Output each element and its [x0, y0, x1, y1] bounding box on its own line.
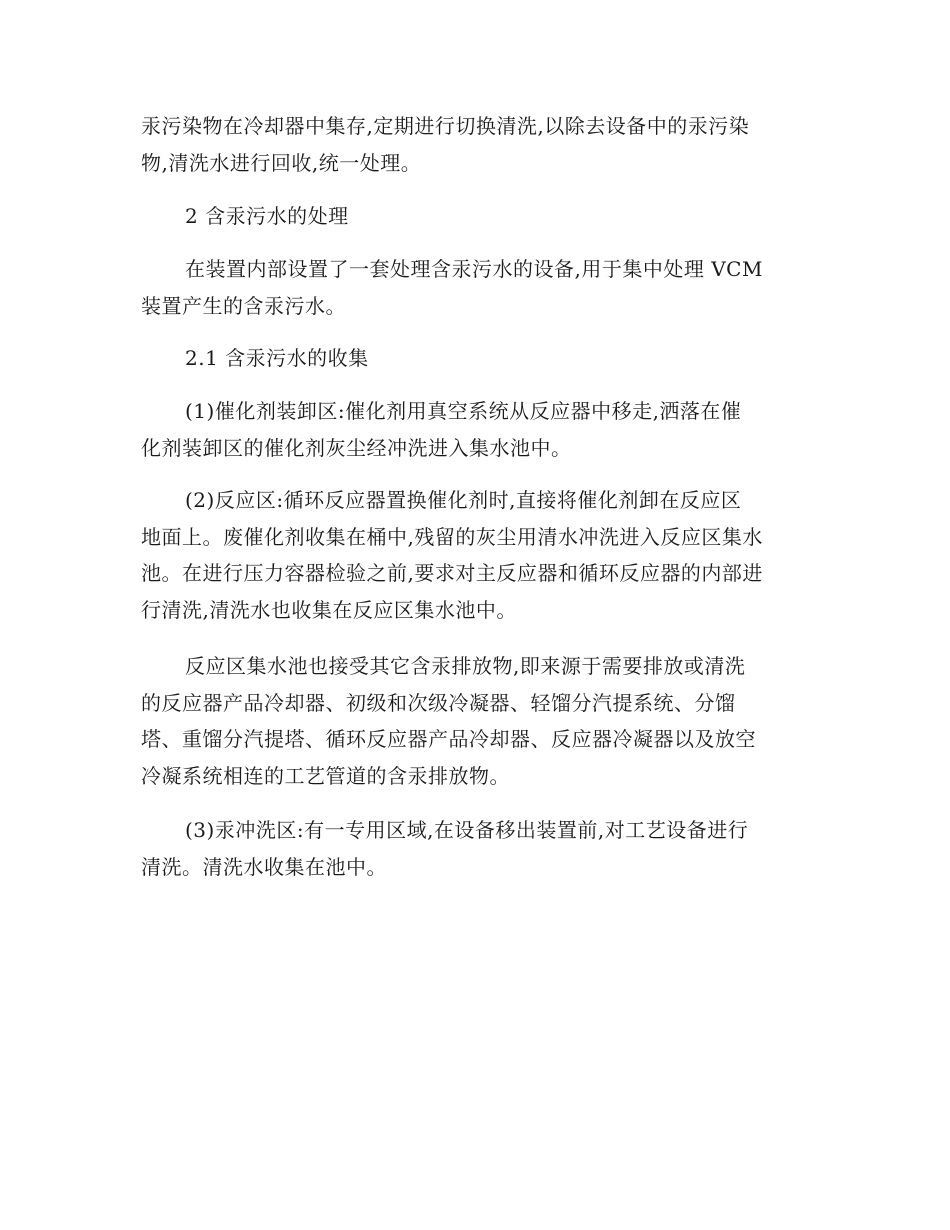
text-line: 化剂装卸区的催化剂灰尘经冲洗进入集水池中。 [141, 435, 572, 460]
text-line: 在装置内部设置了一套处理含汞污水的设备,用于集中处理 VCM [185, 257, 763, 281]
text-line: 反应区集水池也接受其它含汞排放物,即来源于需要排放或清洗 [185, 654, 746, 678]
paragraph-device [141, 251, 809, 324]
heading-text: 2.1 含汞污水的收集 [185, 346, 369, 370]
text-line: 物,清洗水进行回收,统一处理。 [141, 150, 422, 175]
paragraph-item-1 [141, 393, 809, 466]
text-line: (1)催化剂装卸区:催化剂用真空系统从反应器中移走,洒落在催 [185, 399, 742, 423]
heading-text: 2 含汞污水的处理 [185, 204, 349, 228]
text-line: 地面上。废催化剂收集在桶中,残留的灰尘用清水冲洗进入反应区集水 [141, 524, 763, 549]
section-heading-2-1 [141, 340, 809, 377]
text-line: 汞污染物在冷却器中集存,定期进行切换清洗,以除去设备中的汞污染 [141, 114, 750, 138]
paragraph-item-2 [141, 482, 809, 628]
text-line: (2)反应区:循环反应器置换催化剂时,直接将催化剂卸在反应区 [185, 488, 742, 512]
text-line: 的反应器产品冷却器、初级和次级冷凝器、轻馏分汽提系统、分馏 [141, 690, 736, 715]
paragraph-item-3 [141, 812, 809, 885]
text-line: 池。在进行压力容器检验之前,要求对主反应器和循环反应器的内部进 [141, 561, 763, 585]
section-heading-2 [141, 198, 809, 235]
text-line: 清洗。清洗水收集在池中。 [141, 854, 387, 879]
paragraph-collect [141, 648, 809, 794]
text-line: 塔、重馏分汽提塔、循环反应器产品冷却器、反应器冷凝器以及放空 [141, 727, 756, 751]
text-line: (3)汞冲洗区:有一专用区域,在设备移出装置前,对工艺设备进行 [185, 818, 749, 842]
text-line: 装置产生的含汞污水。 [141, 293, 346, 318]
text-line: 行清洗,清洗水也收集在反应区集水池中。 [141, 597, 517, 622]
paragraph-intro-continued [141, 108, 809, 181]
text-line: 冷凝系统相连的工艺管道的含汞排放物。 [141, 763, 510, 788]
